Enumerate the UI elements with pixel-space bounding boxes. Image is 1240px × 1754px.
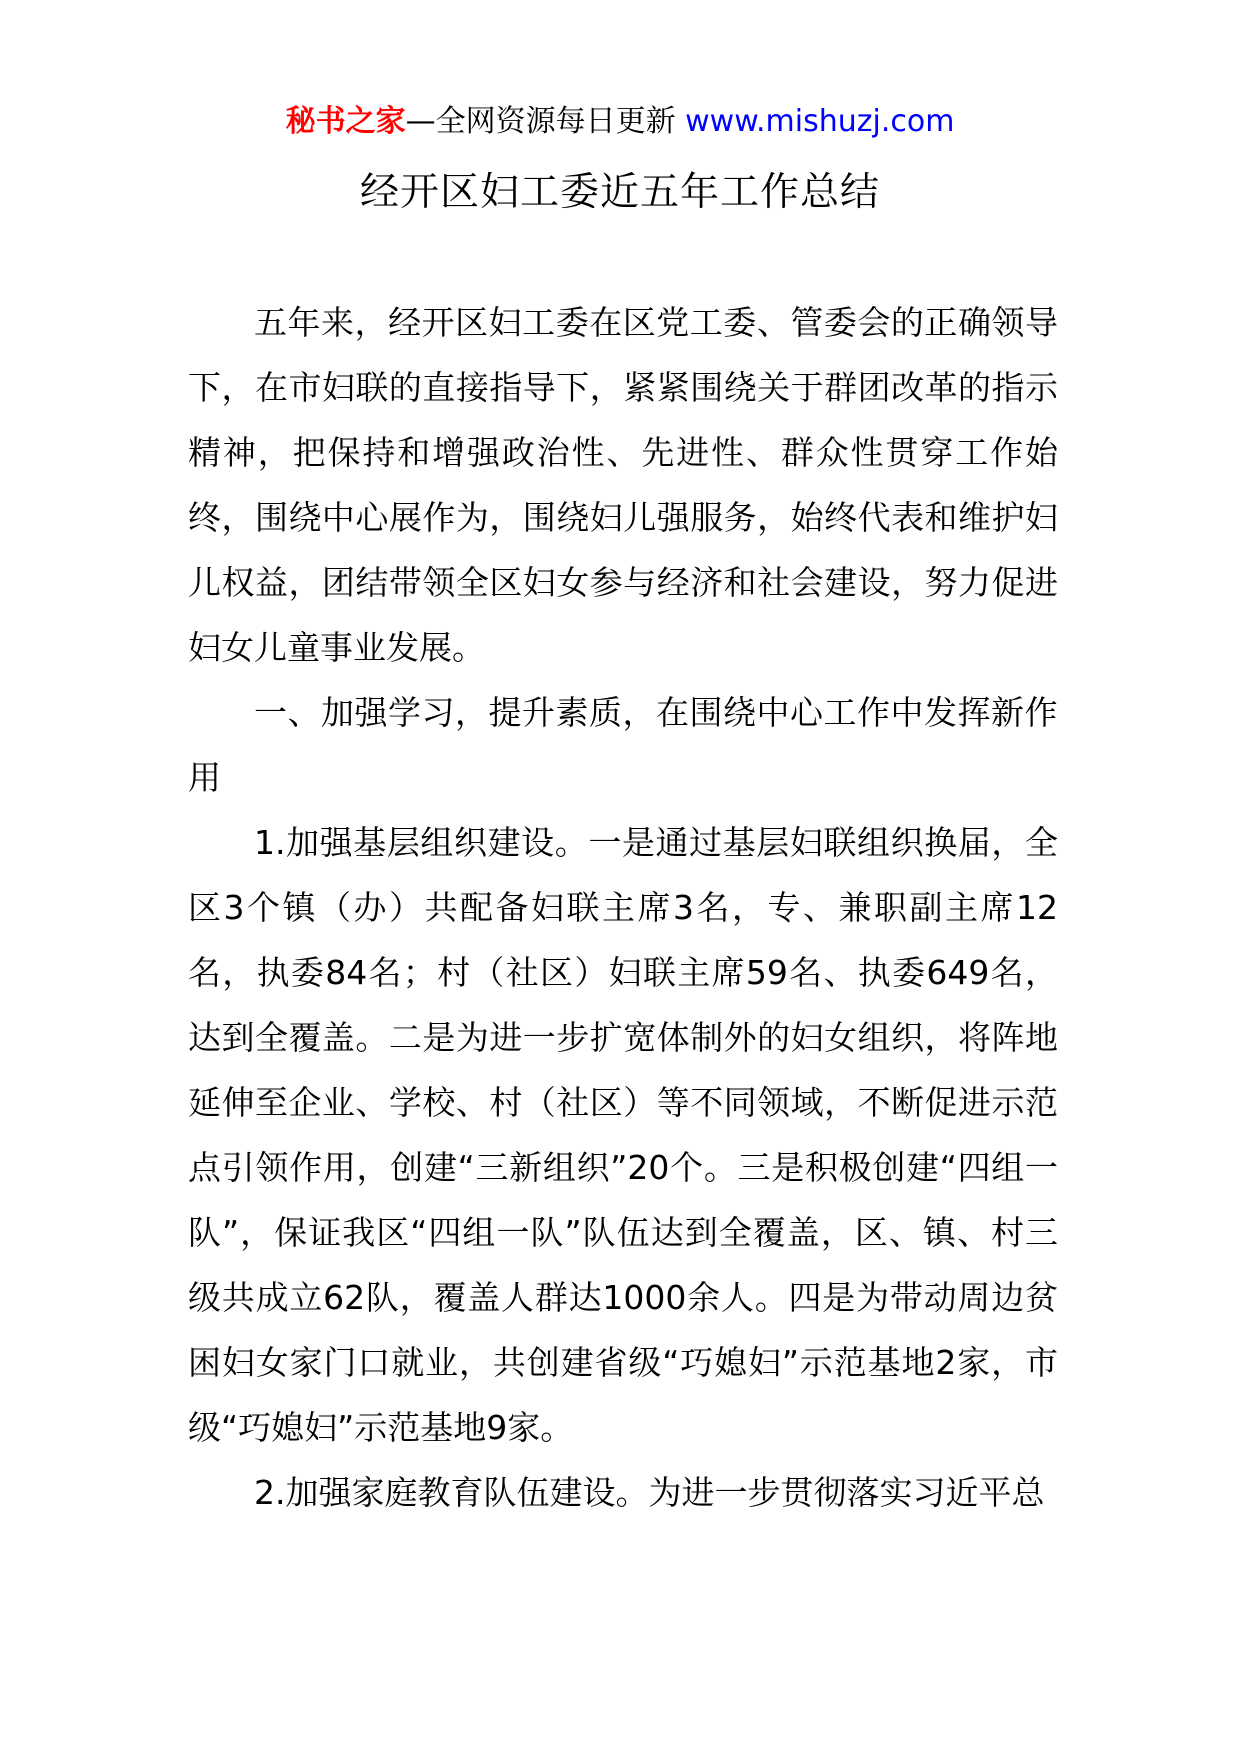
intro-paragraph: 五年来，经开区妇工委在区党工委、管委会的正确领导下，在市妇联的直接指导下，紧紧围绕关于群团改革的指示精神，把保持和增强政治性、先进性、群众性贯穿工作始终，围绕中心展作为，围绕妇儿强服务，始终代表和维护妇儿权益，团结带领全区妇女参与经济和社会建设，努力促进妇女儿童事业发展。 [188,303,1058,667]
paragraph-item-1: 1.加强基层组织建设。一是通过基层妇联组织换届，全区3个镇（办）共配备妇联主席3名，专、兼职副主席12名，执委84名；村（社区）妇联主席59名、执委649名，达到全覆盖。二是为进一步扩宽体制外的妇女组织，将阵地延伸至企业、学校、村（社区）等不同领域，不断促进示范点引领作用，创建“三新组织”20个。三是积极创建“四组一队”，保证我区“四组一队”队伍达到全覆盖，区、镇、村三级共成立62队，覆盖人群达1000余人。四是为带动周边贫困妇女家门口就业，共创建省级“巧媳妇”示范基地2家，市级“巧媳妇”示范基地9家。 [188,823,1058,1447]
site-url-link[interactable]: www.mishuzj.com [685,104,955,139]
document-title: 经开区妇工委近五年工作总结 [359,170,880,215]
document-body [188,290,1058,1525]
header-slogan: —全网资源每日更新 [405,104,676,139]
section-heading-1: 一、加强学习，提升素质，在围绕中心工作中发挥新作用 [188,693,1058,797]
site-header [0,100,1240,144]
paragraph-item-2: 2.加强家庭教育队伍建设。为进一步贯彻落实习近平总 [254,1473,1045,1512]
brand-name: 秘书之家 [285,104,406,139]
